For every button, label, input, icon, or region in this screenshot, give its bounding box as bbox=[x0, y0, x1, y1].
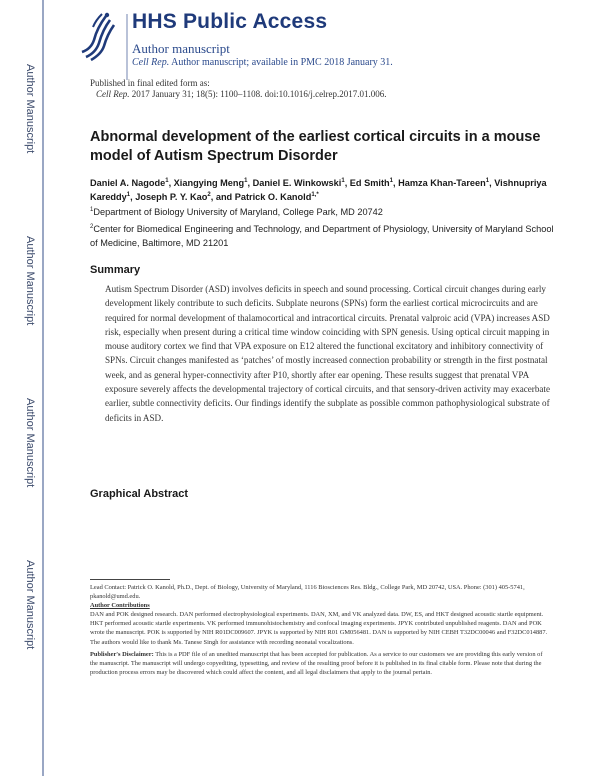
author-name: Joseph P. Y. Kao bbox=[135, 192, 208, 202]
citation-text: 2017 January 31; 18(5): 1100–1108. doi:10.1016/j.celrep.2017.01.006. bbox=[129, 89, 387, 99]
author-name: Daniel A. Nagode bbox=[90, 178, 166, 188]
publisher-disclaimer bbox=[90, 650, 550, 677]
author-affiliation-mark: 1 bbox=[341, 177, 345, 184]
summary-heading: Summary bbox=[90, 264, 141, 276]
side-label-author-manuscript-2: Author Manuscript bbox=[24, 236, 36, 326]
affiliation-1 bbox=[90, 205, 558, 219]
author-affiliation-mark: 1 bbox=[389, 177, 393, 184]
publication-info bbox=[90, 78, 387, 100]
author-separator: , bbox=[130, 192, 136, 202]
affiliation-number: 2 bbox=[90, 223, 94, 230]
author-affiliation-mark: 1 bbox=[165, 177, 169, 184]
summary-text: Autism Spectrum Disorder (ASD) involves deficits in speech and sound processing. Cortical circuit changes during early development likely contribute to such deficits. Subplate neurons (SPNs) form the earliest cortical microcircuits and are required for normal development of thalamocortical and intracortical circuits. Prenatal valproic acid (VPA) increases ASD risk, especially when present during a critical time window coinciding with SPN genesis. Using optical circuit mapping in mouse auditory cortex we find that VPA exposure on E12 altered the functional excitatory and inhibitory connectivity of SPNs. Circuit changes manifested as ‘patches’ of mostly increased connection probability or strength in the first postnatal week, and as general hyper-connectivity after P10, shortly after ear opening. These results suggest that prenatal VPA exposure severely affects the developmental trajectory of cortical circuits, and that sensory-driven activity may exacerbate earlier, subtle connectivity deficits. Our findings identify the subplate as possible common pathophysiological substrate of deficits in ASD. bbox=[105, 284, 550, 423]
side-label-author-manuscript-1: Author Manuscript bbox=[24, 64, 36, 154]
author-separator: , bbox=[489, 178, 495, 188]
published-line: Published in final edited form as: bbox=[90, 78, 210, 88]
author-separator: , bbox=[168, 178, 174, 188]
affiliation-2 bbox=[90, 222, 558, 250]
footnotes bbox=[90, 583, 550, 677]
author-contributions-text: DAN and POK designed research. DAN performed electrophysiological experiments. DAN, XM, and VK analyzed data. DW, ES, and HKT designed acoustic startle equipment. HKT performed acoustic startle experiments. VK performed immunohistochemistry and confocal imaging experiments. JPYK contributed unpublished reagents. DAN and POK wrote the manuscript. POK is supported by NIH R01DC009607. JPYK is supported by NIH R01 GM056481. DAN is supported by NIH CEBH T32DC00046 and F32DC014887. The authors would like to thank Ms. Tanese Singh for assistance with recording neonatal vocalizations. bbox=[90, 611, 548, 646]
author-name: Vishnupriya Kareddy bbox=[90, 178, 547, 202]
author-name: Daniel E. Winkowski bbox=[252, 178, 342, 188]
author-affiliation-mark: 1 bbox=[485, 177, 490, 184]
affiliation-number: 1 bbox=[90, 206, 94, 213]
author-contributions-heading: Author Contributions bbox=[90, 602, 150, 610]
hhs-header bbox=[76, 10, 562, 80]
citation-journal: Cell Rep. bbox=[96, 89, 130, 99]
availability-line bbox=[132, 57, 393, 68]
side-label-author-manuscript-4: Author Manuscript bbox=[24, 560, 36, 650]
publisher-disclaimer-heading: Publisher's Disclaimer: bbox=[90, 650, 154, 658]
availability-text: Author manuscript; available in PMC 2018 January 31. bbox=[169, 57, 393, 68]
author-name: Patrick O. Kanold bbox=[234, 192, 312, 202]
author-affiliation-mark: 1 bbox=[244, 177, 248, 184]
author-list bbox=[90, 176, 560, 204]
left-margin-rule bbox=[42, 0, 44, 776]
citation-line bbox=[90, 89, 387, 100]
author-name: Ed Smith bbox=[349, 178, 390, 188]
lead-contact: Lead Contact: Patrick O. Kanold, Ph.D., Dept. of Biology, University of Maryland, 1116 Biosciences Res. Bldg., College Park, MD 20742, USA. Phone: (301) 405-5741, pkanold@umd.edu. bbox=[90, 584, 525, 601]
paper-title: Abnormal development of the earliest cortical circuits in a mouse model of Autism Spectrum Disorder bbox=[90, 129, 541, 164]
header-divider bbox=[126, 14, 128, 80]
author-separator: , bbox=[344, 178, 350, 188]
footnote-divider bbox=[90, 579, 170, 580]
author-affiliation-mark: 1 bbox=[126, 191, 131, 198]
author-separator: , bbox=[392, 178, 399, 188]
affiliation-text: Department of Biology University of Maryland, College Park, MD 20742 bbox=[93, 207, 383, 217]
affiliation-text: Center for Biomedical Engineering and Technology, and Department of Physiology, University of Maryland School of Medicine, Baltimore, MD 21201 bbox=[90, 224, 554, 248]
availability-journal: Cell Rep. bbox=[132, 57, 170, 68]
hhs-public-access-title: HHS Public Access bbox=[132, 10, 328, 33]
author-affiliation-mark: 2 bbox=[207, 191, 211, 198]
hhs-eagle-logo-icon bbox=[76, 10, 120, 62]
author-name: Xiangying Meng bbox=[173, 178, 245, 188]
author-separator: , bbox=[247, 178, 253, 188]
publisher-disclaimer-text: This is a PDF file of an unedited manuscript that has been accepted for publication. As a service to our customers we are providing this early version of the manuscript. The manuscript will undergo copyediting, typesetting, and review of the resulting proof before it is published in its final citable form. Please note that during the production process errors may be discovered which could affect the content, and all legal disclaimers that apply to the journal pertain. bbox=[90, 650, 543, 676]
author-separator: , and bbox=[210, 192, 235, 202]
author-affiliation-mark: 1,* bbox=[311, 191, 319, 198]
author-name: Hamza Khan-Tareen bbox=[398, 178, 486, 188]
author-manuscript-subtitle: Author manuscript bbox=[132, 41, 230, 56]
graphical-abstract-heading: Graphical Abstract bbox=[90, 488, 189, 500]
side-label-author-manuscript-3: Author Manuscript bbox=[24, 398, 36, 488]
